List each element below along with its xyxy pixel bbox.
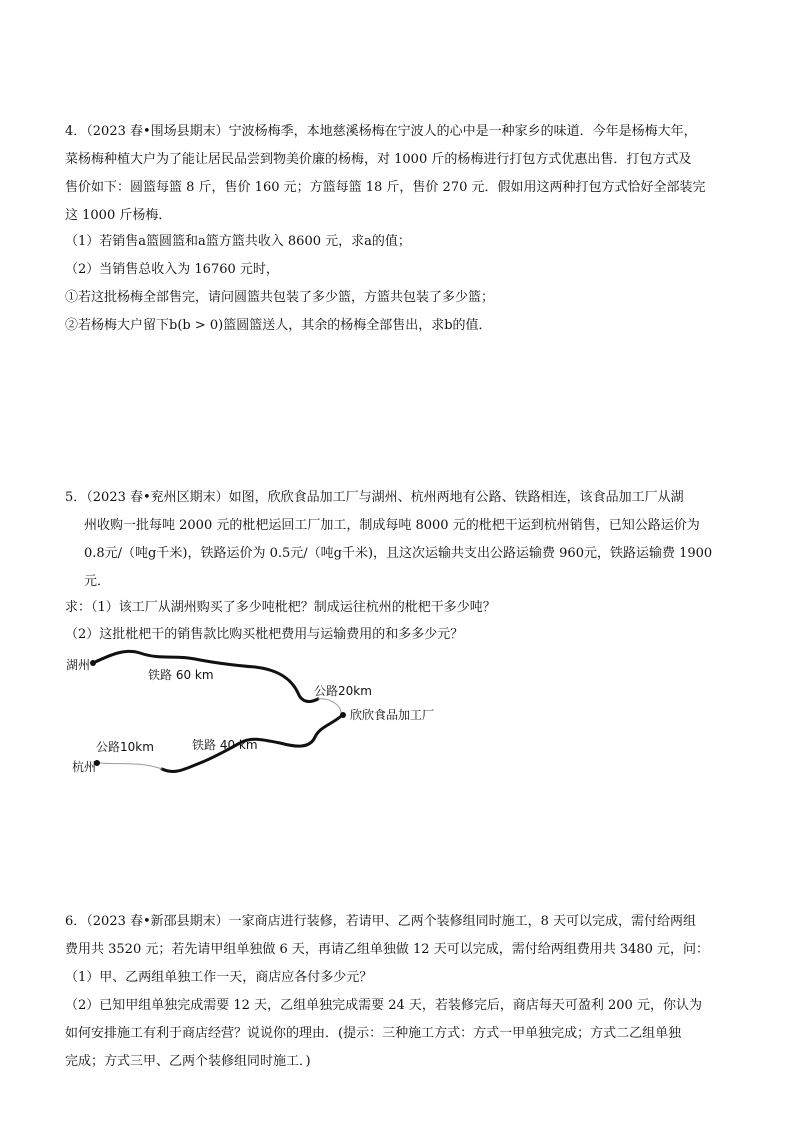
problem-4-line: （1）若销售a篮圆篮和a篮方篮共收入 8600 元，求a的值； [65,234,411,249]
route-map [0,645,793,795]
problem-4-line: ①若这批杨梅全部售完，请问圆篮共包装了多少篮，方篮共包装了多少篮； [65,290,495,305]
hangzhou-label: 杭州 [72,760,97,774]
problem-6-line: （2）已知甲组单独完成需要 12 天，乙组单独完成需要 24 天，若装修完后，商店每天可盈利 200 元，你认为 [65,998,702,1013]
problem-4-line: 售价如下：圆篮每篮 8 斤，售价 160 元；方篮每篮 18 斤，售价 270 元．假如用这两种打包方式恰好全部装完 [65,180,706,195]
problem-5-line: 5．（2023 春•兖州区期末）如图，欣欣食品加工厂与湖州、杭州两地有公路、铁路相连，该食品加工厂从湖 [65,490,684,505]
problem-5-line: 州收购一批每吨 2000 元的枇杷运回工厂加工，制成每吨 8000 元的枇杷干运到杭州销售，已知公路运价为 [84,518,700,533]
road-lower [100,763,162,769]
problem-5-line: （2）这批枇杷干的销售款比购买枇杷费用与运输费用的和多多少元？ [65,627,464,642]
rail-upper-label: 铁路 60 km [148,668,214,682]
huzhou-dot [90,660,96,666]
problem-4-line: ②若杨梅大户留下b(b > 0)篮圆篮送人，其余的杨梅全部售出，求b的值． [65,318,492,333]
factory-dot [340,712,346,718]
problem-5-line: 0.8元/（吨g千米)，铁路运价为 0.5元/（吨g千米)，且这次运输共支出公路运输费 960元，铁路运输费 1900 [84,546,713,561]
problem-6-line: 如何安排施工有利于商店经营？说说你的理由．(提示：三种施工方式：方式一甲单独完成；方式二乙组单独 [65,1026,682,1041]
problem-4-line: 4．（2023 春•围场县期末）宁波杨梅季，本地慈溪杨梅在宁波人的心中是一种家乡的味道．今年是杨梅大年， [65,124,697,139]
rail-lower-label: 铁路 40 km [192,738,258,752]
problem-4-line: 菜杨梅种植大户为了能让居民品尝到物美价廉的杨梅，对 1000 斤的杨梅进行打包方式优惠出售．打包方式及 [65,152,692,167]
problem-6-line: 完成；方式三甲、乙两个装修组同时施工．) [65,1054,311,1069]
problem-5-line: 元． [84,574,111,589]
problem-4-line: （2）当销售总收入为 16760 元时， [65,262,279,277]
problem-6-line: （1）甲、乙两组单独工作一天，商店应各付多少元？ [65,970,373,985]
huzhou-label: 湖州 [66,658,91,672]
road-lower-label: 公路10km [96,740,154,754]
problem-4-line: 这 1000 斤杨梅． [65,208,172,223]
problem-5-line: 求：（1）该工厂从湖州购买了多少吨枇杷？制成运往杭州的枇杷干多少吨？ [65,600,496,615]
road-upper-label: 公路20km [314,684,372,698]
factory-label: 欣欣食品加工厂 [350,708,435,722]
problem-6-line: 6．（2023 春•新邵县期末）一家商店进行装修，若请甲、乙两个装修组同时施工，8 天可以完成，需付给两组 [65,914,697,929]
problem-6-line: 费用共 3520 元；若先请甲组单独做 6 天，再请乙组单独做 12 天可以完成，需付给两组费用共 3480 元，问： [65,942,710,957]
road-upper [318,699,341,717]
